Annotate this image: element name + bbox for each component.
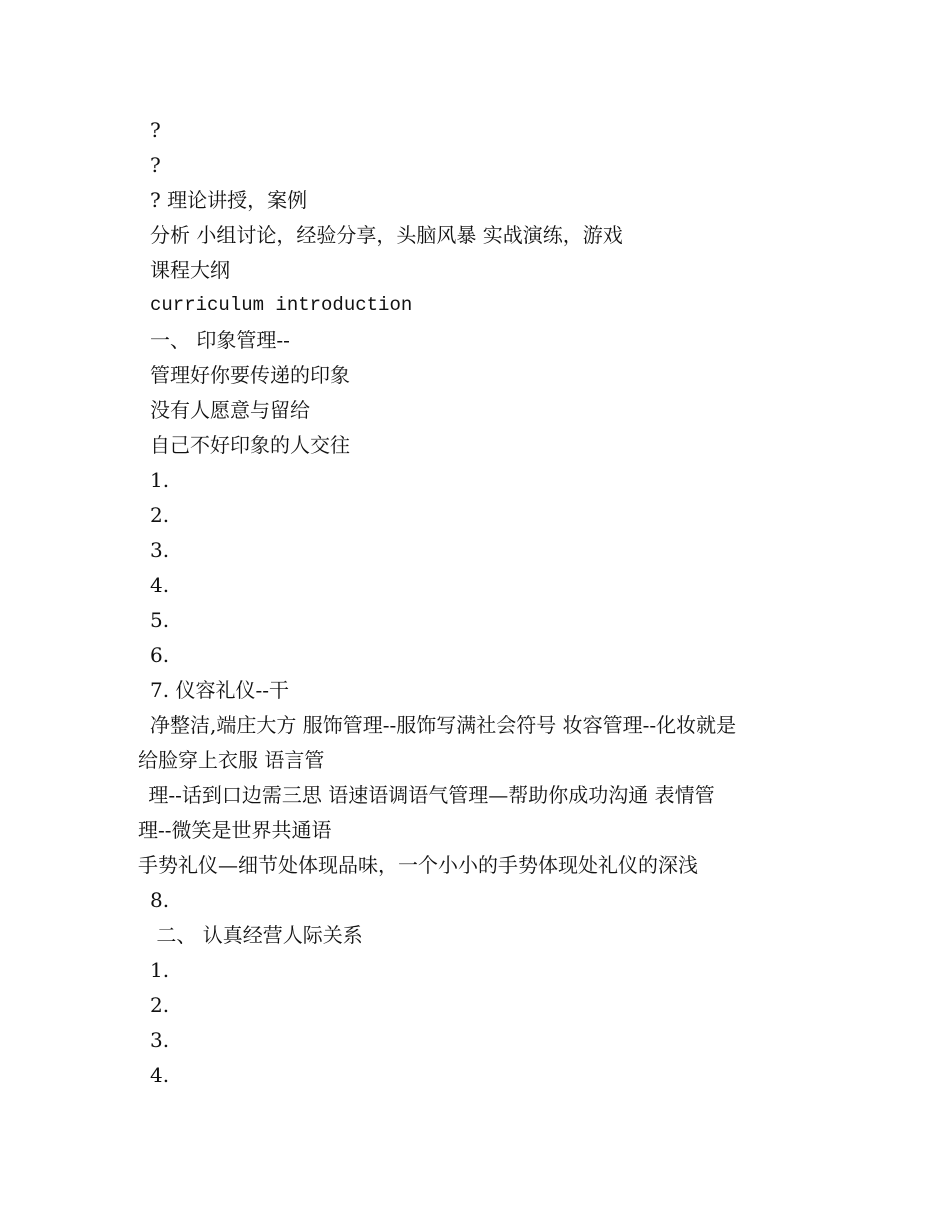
list-item-number: 8.	[150, 888, 170, 912]
list-item-number: 1.	[150, 468, 170, 492]
list-item: 7. 仪容礼仪--干	[150, 678, 289, 702]
text-line: 管理好你要传递的印象	[150, 363, 350, 387]
list-item-number: 6.	[150, 643, 170, 667]
text-line: ?	[150, 118, 161, 142]
text-line: ?	[150, 153, 161, 177]
section-subheading: curriculum introduction	[150, 294, 413, 316]
text-line: 理--话到口边需三思 语速语调语气管理—帮助你成功沟通 表情管	[142, 783, 715, 807]
text-line: 自己不好印象的人交往	[150, 433, 350, 457]
list-item-number: 1.	[150, 958, 170, 982]
text-line: 没有人愿意与留给	[150, 398, 310, 422]
text-line: 手势礼仪—细节处体现品味，一个小小的手势体现处礼仪的深浅	[138, 853, 698, 877]
text-line: 给脸穿上衣服 语言管	[138, 748, 325, 772]
list-item-number: 4.	[150, 573, 170, 597]
section-heading: 课程大纲	[150, 258, 230, 282]
list-item-number: 4.	[150, 1063, 170, 1087]
section-heading: 一、 印象管理--	[150, 328, 290, 352]
list-item-number: 3.	[150, 538, 170, 562]
list-item-number: 5.	[150, 608, 170, 632]
text-line: ? 理论讲授，案例	[150, 188, 308, 212]
list-item-number: 2.	[150, 503, 170, 527]
list-item-number: 3.	[150, 1028, 170, 1052]
list-item-number: 2.	[150, 993, 170, 1017]
text-line: 净整洁,端庄大方 服饰管理--服饰写满社会符号 妆容管理--化妆就是	[150, 713, 737, 737]
text-line: 理--微笑是世界共通语	[138, 818, 332, 842]
text-line: 分析 小组讨论，经验分享，头脑风暴 实战演练，游戏	[150, 223, 623, 247]
section-heading: 二、 认真经营人际关系	[150, 923, 363, 947]
